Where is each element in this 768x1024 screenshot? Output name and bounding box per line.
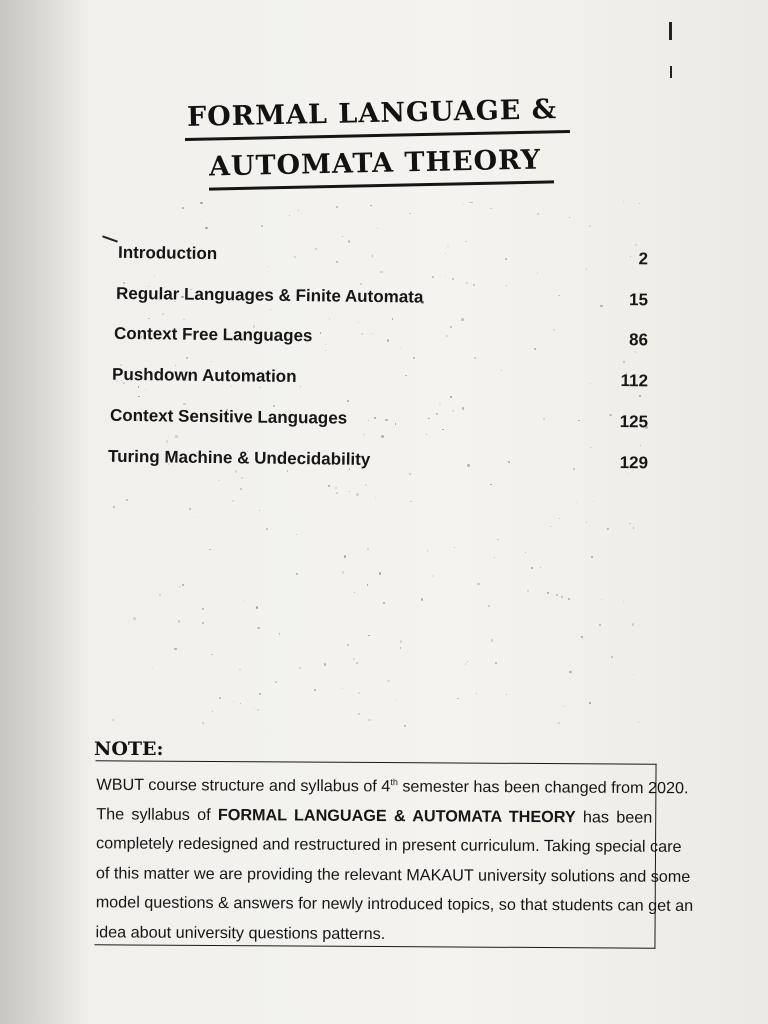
scan-speck <box>257 296 259 298</box>
scan-speck <box>428 418 429 419</box>
scan-speck <box>452 278 454 280</box>
scan-speck <box>600 305 602 307</box>
scan-speck <box>409 213 411 215</box>
scan-speck <box>383 602 385 604</box>
scan-speck <box>360 283 362 285</box>
scan-speck <box>186 357 188 359</box>
scan-speck <box>279 633 281 635</box>
scan-speck <box>240 703 241 704</box>
scan-speck <box>543 418 544 419</box>
scan-speck <box>179 586 181 588</box>
scan-speck <box>635 244 637 246</box>
scan-speck <box>556 594 558 596</box>
toc-title: Introduction <box>117 242 218 264</box>
scan-speck <box>202 622 204 624</box>
scan-speck <box>490 484 491 485</box>
scan-speck <box>241 477 243 479</box>
scan-speck <box>640 445 641 446</box>
scan-speck <box>329 318 331 320</box>
scan-speck <box>578 420 580 422</box>
scan-speck <box>175 435 178 438</box>
toc-page-number: 129 <box>619 453 649 473</box>
scan-speck <box>590 383 591 384</box>
scan-speck <box>558 722 560 724</box>
scan-speck <box>112 719 114 721</box>
scan-speck <box>356 662 358 664</box>
scan-speck <box>298 210 299 211</box>
scan-speck <box>589 225 591 227</box>
scan-speck <box>445 253 446 254</box>
scan-speck <box>421 301 423 303</box>
scan-speck <box>466 282 468 284</box>
toc-page-number: 86 <box>628 330 649 350</box>
toc-title: Context Free Languages <box>113 323 313 346</box>
scan-speck <box>561 596 563 598</box>
scan-speck <box>368 635 370 637</box>
scan-speck <box>404 725 406 727</box>
scan-speck <box>445 276 446 277</box>
scan-speck <box>182 584 184 586</box>
scan-speck <box>226 409 228 411</box>
scan-speck <box>211 361 212 362</box>
scan-speck <box>218 480 220 482</box>
scan-speck <box>469 202 471 204</box>
scan-speck <box>387 339 389 341</box>
scan-speck <box>568 598 570 600</box>
scan-speck <box>439 404 440 405</box>
scan-speck <box>148 318 149 319</box>
scan-speck <box>348 240 351 243</box>
scan-speck <box>275 681 277 683</box>
scan-speck <box>639 203 640 204</box>
scan-speck <box>202 608 204 610</box>
scan-speck <box>212 711 213 712</box>
scan-speck <box>342 571 344 573</box>
scan-speck <box>379 572 381 574</box>
scan-speck <box>244 456 245 457</box>
scan-speck <box>257 627 259 629</box>
scan-speck <box>133 617 136 620</box>
scan-speck <box>273 405 275 407</box>
scan-speck <box>525 552 527 554</box>
scan-speck <box>315 248 317 250</box>
scan-speck <box>632 623 634 625</box>
scan-speck <box>299 667 301 669</box>
page-edge-shadow <box>0 0 90 1024</box>
scan-speck <box>490 208 491 209</box>
scan-speck <box>629 523 631 525</box>
scan-speck <box>209 549 210 550</box>
scan-speck <box>358 713 360 715</box>
scan-speck <box>367 584 368 585</box>
note-subject-name: FORMAL LANGUAGE & AUTOMATA THEORY <box>217 805 576 827</box>
scan-speck <box>259 510 260 511</box>
scan-speck <box>506 285 507 286</box>
scan-speck <box>450 396 451 397</box>
pen-mark <box>102 235 118 242</box>
scan-speck <box>154 276 155 277</box>
scan-speck <box>427 550 429 552</box>
scan-speck <box>182 207 184 209</box>
scan-speck <box>527 590 529 592</box>
scan-speck <box>537 213 539 215</box>
scan-speck <box>573 468 575 470</box>
scan-speck <box>205 227 208 230</box>
scan-speck <box>547 592 549 594</box>
scan-speck <box>395 700 396 701</box>
scan-speck <box>335 487 336 488</box>
scan-speck <box>474 357 476 359</box>
scan-speck <box>358 692 360 694</box>
scan-speck <box>590 447 592 449</box>
scan-speck <box>370 205 371 206</box>
scan-speck <box>296 534 297 535</box>
scan-speck <box>211 654 213 656</box>
scan-speck <box>344 555 347 558</box>
scan-speck <box>181 296 183 298</box>
note-line-5: model questions & answers for newly introduced topics, so that students can get an <box>95 893 694 916</box>
note-line-1: WBUT course structure and syllabus of 4th semester has been changed from 2020. <box>96 775 689 798</box>
scan-speck <box>356 493 358 495</box>
scan-speck <box>550 526 552 528</box>
scan-speck <box>589 702 591 704</box>
note-text <box>95 766 694 951</box>
scan-speck <box>380 271 382 273</box>
scan-speck <box>465 663 466 664</box>
toc-page-number: 125 <box>619 412 649 432</box>
scan-speck <box>607 528 609 530</box>
scan-speck <box>540 567 541 568</box>
scan-speck <box>506 461 507 462</box>
scan-speck <box>463 204 464 205</box>
scan-speck <box>633 674 634 675</box>
scan-speck <box>609 414 611 416</box>
scan-speck <box>611 656 613 658</box>
scan-speck <box>639 395 641 397</box>
scan-speck <box>354 592 356 594</box>
scan-speck <box>189 508 191 510</box>
scan-speck <box>497 539 498 540</box>
scan-speck <box>233 701 235 703</box>
scan-speck <box>377 228 378 229</box>
scan-speck <box>392 318 393 319</box>
toc-page-number: 112 <box>620 371 649 391</box>
scan-speck <box>243 600 244 601</box>
toc-row <box>100 406 648 441</box>
scan-speck <box>349 491 350 492</box>
scan-speck <box>599 624 600 625</box>
scan-speck <box>232 500 234 502</box>
scan-speck <box>171 374 172 375</box>
scan-speck <box>537 272 538 273</box>
scan-speck <box>457 698 458 699</box>
scan-speck <box>473 284 475 286</box>
scan-speck <box>347 644 349 646</box>
scan-speck <box>336 206 338 208</box>
scan-speck <box>421 598 423 600</box>
scan-speck <box>194 517 195 518</box>
scan-speck <box>239 669 241 671</box>
scan-speck <box>559 518 560 519</box>
scan-speck <box>183 403 185 405</box>
scan-speck <box>400 647 401 648</box>
note-line-2: The syllabus of FORMAL LANGUAGE & AUTOMATA THEORY has been <box>96 805 653 827</box>
scan-speck <box>202 722 204 724</box>
scan-speck <box>256 606 258 608</box>
scan-speck <box>328 485 330 487</box>
scan-speck <box>506 694 507 695</box>
scan-speck <box>381 435 383 437</box>
scan-speck <box>266 528 268 530</box>
note-line-6: idea about university questions patterns. <box>95 923 386 943</box>
scan-speck <box>113 506 115 508</box>
scan-speck <box>387 680 390 683</box>
scan-speck <box>467 464 469 466</box>
scan-speck <box>320 332 321 333</box>
scan-speck <box>174 648 176 650</box>
scan-speck <box>569 671 571 673</box>
scan-speck <box>413 357 415 359</box>
toc-row <box>100 284 648 319</box>
toc-page-number: 15 <box>628 290 649 310</box>
scan-speck <box>183 319 185 321</box>
scan-speck <box>593 501 594 502</box>
toc-title: Context Sensitive Languages <box>109 405 348 428</box>
scan-speck <box>365 484 367 486</box>
scan-speck <box>432 276 434 278</box>
scan-speck <box>569 217 570 218</box>
scan-speck <box>531 567 532 568</box>
scan-speck <box>145 389 146 390</box>
scan-speck <box>166 440 168 442</box>
scan-speck <box>623 201 625 203</box>
scan-speck <box>126 499 128 501</box>
scan-speck <box>174 301 176 303</box>
scan-speck <box>467 661 468 662</box>
scan-speck <box>368 719 370 721</box>
scan-speck <box>477 583 479 585</box>
scan-speck <box>465 241 467 243</box>
scan-speck <box>190 289 191 290</box>
note-line-3: completely redesigned and restructured in present curriculum. Taking special care <box>96 834 682 857</box>
scan-speck <box>375 497 376 498</box>
scan-speck <box>558 295 560 297</box>
scan-speck <box>289 215 290 216</box>
scan-speck <box>336 492 338 494</box>
scan-speck <box>159 594 161 596</box>
scan-speck <box>374 417 376 419</box>
scan-speck <box>219 697 221 699</box>
scan-speck <box>491 639 494 642</box>
scan-speck <box>432 575 434 577</box>
scan-speck <box>296 573 298 575</box>
toc-page-number: 2 <box>638 249 649 269</box>
toc-row <box>100 243 648 278</box>
scan-speck <box>586 268 587 269</box>
scan-speck <box>152 667 153 668</box>
scan-speck <box>638 721 639 722</box>
scan-speck <box>576 502 577 503</box>
scan-speck <box>436 413 438 415</box>
scan-speck <box>495 662 497 664</box>
scan-speck <box>601 599 602 600</box>
scan-speck <box>367 548 369 550</box>
scan-speck <box>324 663 326 665</box>
scan-speck <box>240 488 242 490</box>
scan-speck <box>505 258 507 260</box>
scan-speck <box>162 313 164 315</box>
scan-speck <box>358 322 359 323</box>
scan-speck <box>314 689 316 691</box>
scan-speck <box>347 400 349 402</box>
scan-speck <box>136 419 138 421</box>
scan-speck <box>400 640 402 642</box>
scan-speck <box>259 693 261 695</box>
title-line-2: AUTOMATA THEORY <box>208 144 542 183</box>
toc-title: Pushdown Automation <box>111 364 297 387</box>
scan-speck <box>178 620 180 622</box>
scan-speck <box>564 706 566 708</box>
scan-speck <box>471 202 472 203</box>
scan-speck <box>353 658 355 660</box>
scan-speck <box>300 386 301 387</box>
scan-speck <box>446 335 448 337</box>
title-line-1: FORMAL LANGUAGE & <box>186 94 558 133</box>
note-line-4: of this matter we are providing the relevant MAKAUT university solutions and some <box>95 864 691 886</box>
scan-speck <box>138 386 140 388</box>
scan-speck <box>633 527 635 529</box>
scan-speck <box>476 693 477 694</box>
scan-speck <box>342 236 343 237</box>
scan-speck <box>270 309 271 310</box>
scan-speck <box>454 547 455 548</box>
scan-speck <box>586 522 587 523</box>
scan-speck <box>342 688 343 689</box>
scan-speck <box>622 375 624 377</box>
scan-speck <box>253 325 255 327</box>
toc-title: Turing Machine & Undecidability <box>107 446 371 469</box>
title-underline-2 <box>209 180 554 190</box>
scan-speck <box>581 636 583 638</box>
scan-speck <box>591 556 593 558</box>
scan-speck <box>269 729 270 730</box>
scan-speck <box>257 709 259 711</box>
scan-speck <box>231 386 232 387</box>
scan-speck <box>623 361 625 363</box>
binding-mark <box>669 22 672 40</box>
toc-title: Regular Languages & Finite Automata <box>115 283 424 307</box>
scan-speck <box>368 420 369 421</box>
toc-row <box>100 324 648 359</box>
toc-row <box>100 365 648 400</box>
scan-speck <box>261 225 263 227</box>
binding-mark <box>670 66 672 78</box>
scan-speck <box>645 426 648 429</box>
note-label: NOTE: <box>94 738 164 760</box>
scan-speck <box>138 396 140 398</box>
scan-speck <box>254 707 255 708</box>
scan-speck <box>201 220 202 221</box>
scan-speck <box>110 458 112 460</box>
scan-speck <box>200 202 202 204</box>
scan-speck <box>494 557 495 558</box>
scan-speck <box>461 318 464 321</box>
scan-speck <box>287 470 288 471</box>
scan-speck <box>410 501 411 502</box>
scan-speck <box>623 601 624 602</box>
scan-speck <box>488 605 490 607</box>
scan-speck <box>294 256 296 258</box>
toc-row <box>100 447 648 482</box>
